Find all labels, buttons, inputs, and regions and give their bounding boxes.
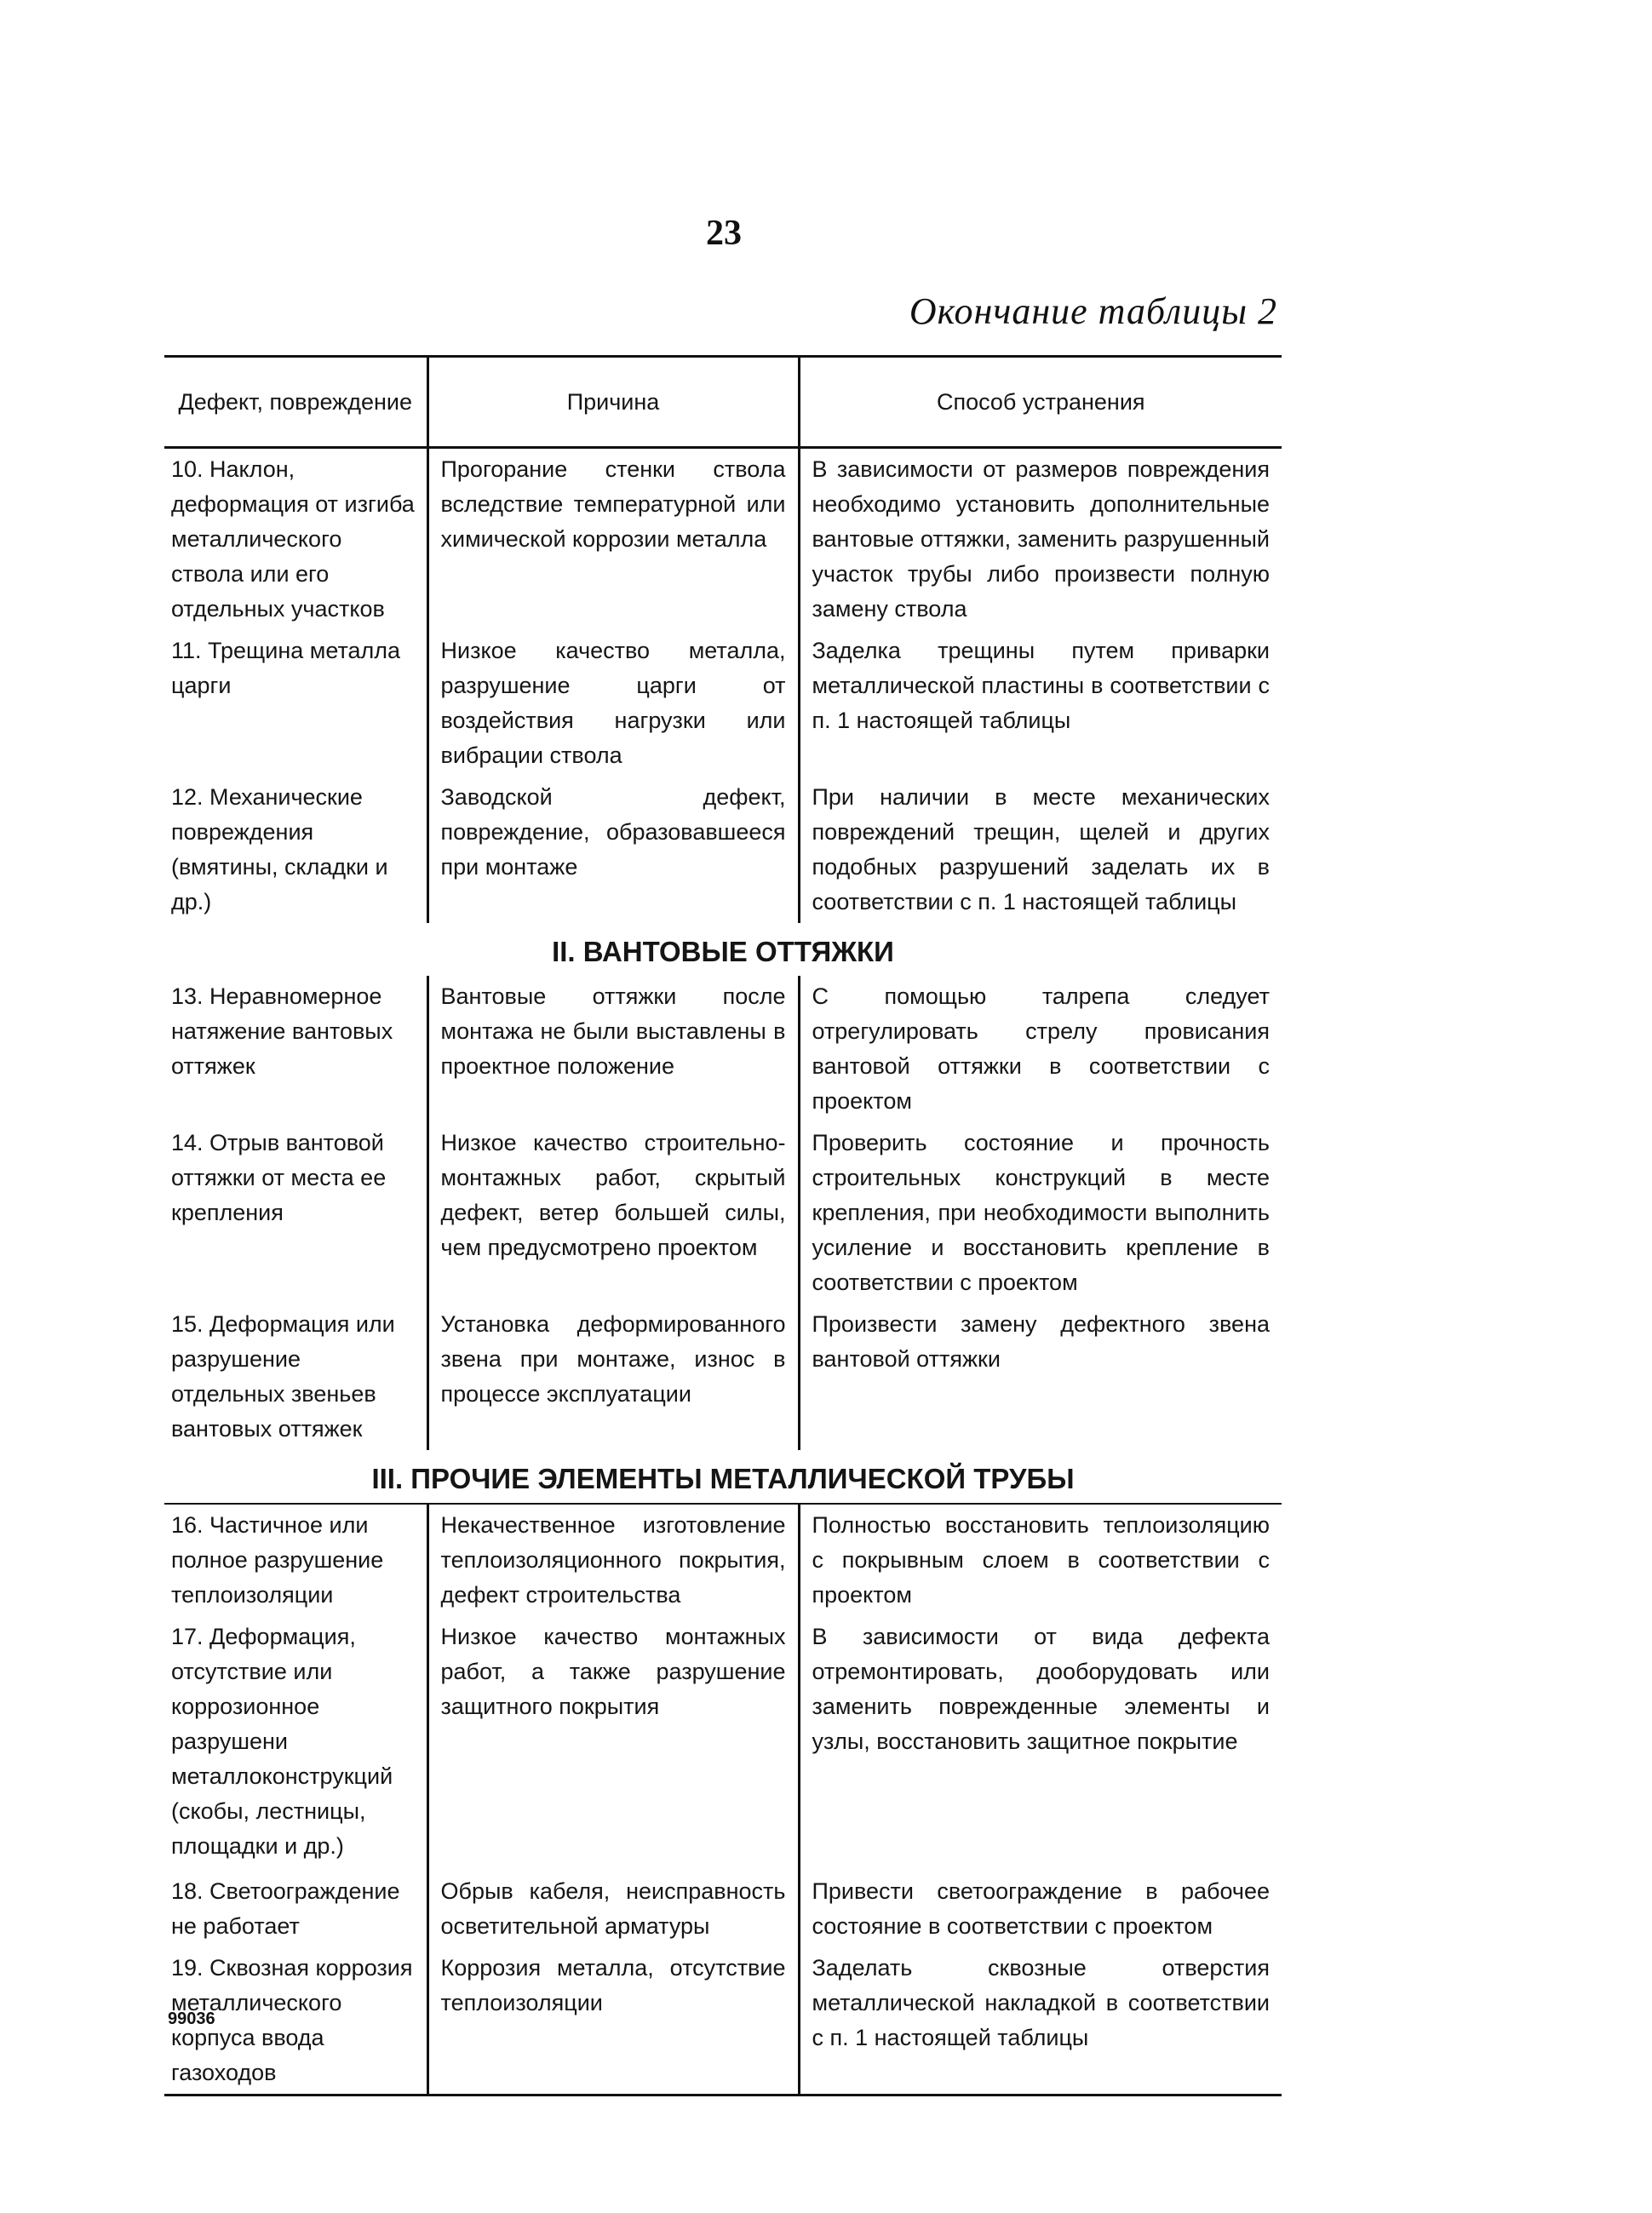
section-heading-row (164, 1450, 1282, 1504)
table-row (164, 1122, 1282, 1304)
defect-cell: 15. Деформация или разрушение отдельных звеньев вантовых оттяжек (171, 1311, 395, 1442)
cause-cell: Заводской дефект, повреждение, образовавшееся при монтаже (427, 777, 799, 923)
defects-table (164, 355, 1282, 2096)
cause-cell: Установка деформированного звена при монтаже, износ в процессе эксплуатации (427, 1304, 799, 1450)
remedy-cell: Произвести замену дефектного звена вантовой оттяжки (799, 1304, 1282, 1450)
defect-cell: 17. Деформация, отсутствие или коррозионное разрушени металлоконструкций (скобы, лестницы, площадки и др.) (171, 1624, 393, 1859)
remedy-cell: Полностью восстановить теплоизоляцию с покрывным слоем в соответствии с проектом (799, 1504, 1282, 1616)
remedy-cell: Привести светоограждение в рабочее состояние в соответствии с проектом (799, 1871, 1282, 1947)
cause-cell: Низкое качество строительно-монтажных работ, скрытый дефект, ветер большей силы, чем предусмотрено проектом (427, 1122, 799, 1304)
defect-cell: 18. Светоограждение не работает (171, 1878, 400, 1939)
table-row (164, 1504, 1282, 1616)
table-row (164, 448, 1282, 631)
cause-cell: Вантовые оттяжки после монтажа не были выставлены в проектное положение (427, 976, 799, 1122)
table-row (164, 777, 1282, 923)
cause-cell: Обрыв кабеля, неисправность осветительной арматуры (427, 1871, 799, 1947)
table-row (164, 1947, 1282, 2095)
table-row (164, 1616, 1282, 1871)
column-header-remedy: Способ устранения (799, 357, 1282, 448)
cause-cell: Низкое качество монтажных работ, а также разрушение защитного покрытия (427, 1616, 799, 1871)
remedy-cell: Заделать сквозные отверстия металлической накладкой в соответствии с п. 1 настоящей таблицы (799, 1947, 1282, 2095)
defect-cell: 12. Механические повреждения (вмятины, складки и др.) (171, 784, 388, 914)
column-header-defect: Дефект, повреждение (178, 388, 413, 415)
section-heading-row (164, 923, 1282, 976)
section-title-guy-wires: II. ВАНТОВЫЕ ОТТЯЖКИ (552, 936, 894, 967)
defect-cell: 14. Отрыв вантовой оттяжки от места ее крепления (171, 1130, 387, 1225)
cause-cell: Прогорание стенки ствола вследствие температурной или химической коррозии металла (427, 448, 799, 631)
remedy-cell: В зависимости от вида дефекта отремонтировать, дооборудовать или заменить поврежденные элементы и узлы, восстановить защитное покрытие (799, 1616, 1282, 1871)
remedy-cell: Проверить состояние и прочность строительных конструкций в месте крепления, при необходимости выполнить усиление и восстановить крепление в соответствии с проектом (799, 1122, 1282, 1304)
document-code: 99036 (168, 2009, 215, 2028)
section-title-other-elements: III. ПРОЧИЕ ЭЛЕМЕНТЫ МЕТАЛЛИЧЕСКОЙ ТРУБЫ (164, 1450, 1282, 1504)
defect-cell: 19. Сквозная коррозия металлического корпуса ввода газоходов (164, 1947, 427, 2095)
page-number: 23 (706, 214, 742, 253)
defect-cell: 16. Частичное или полное разрушение теплоизоляции (171, 1512, 384, 1608)
column-header-cause: Причина (427, 357, 799, 448)
cause-cell: Коррозия металла, отсутствие теплоизоляции (427, 1947, 799, 2095)
table-header-row (164, 357, 1282, 448)
table-row (164, 1304, 1282, 1450)
table-row (164, 976, 1282, 1122)
cause-cell: Некачественное изготовление теплоизоляционного покрытия, дефект строительства (427, 1504, 799, 1616)
defect-cell: 13. Неравномерное натяжение вантовых оттяжек (171, 983, 393, 1079)
defect-cell: 11. Трещина металла царги (171, 638, 401, 698)
remedy-cell: В зависимости от размеров повреждения необходимо установить дополнительные вантовые оттяжки, заменить разрушенный участок трубы либо произвести полную замену ствола (799, 448, 1282, 631)
table-caption: Окончание таблицы 2 (909, 290, 1277, 332)
table-row (164, 1871, 1282, 1947)
remedy-cell: Заделка трещины путем приварки металлической пластины в соответствии с п. 1 настоящей таблицы (799, 630, 1282, 777)
defect-cell: 10. Наклон, деформация от изгиба металлического ствола или его отдельных участков (171, 456, 415, 622)
remedy-cell: При наличии в месте механических повреждений трещин, щелей и других подобных разрушений заделать их в соответствии с п. 1 настоящей таблицы (799, 777, 1282, 923)
table-row (164, 630, 1282, 777)
remedy-cell: С помощью талрепа следует отрегулировать стрелу провисания вантовой оттяжки в соответствии с проектом (799, 976, 1282, 1122)
cause-cell: Низкое качество металла, разрушение царги от воздействия нагрузки или вибрации ствола (427, 630, 799, 777)
